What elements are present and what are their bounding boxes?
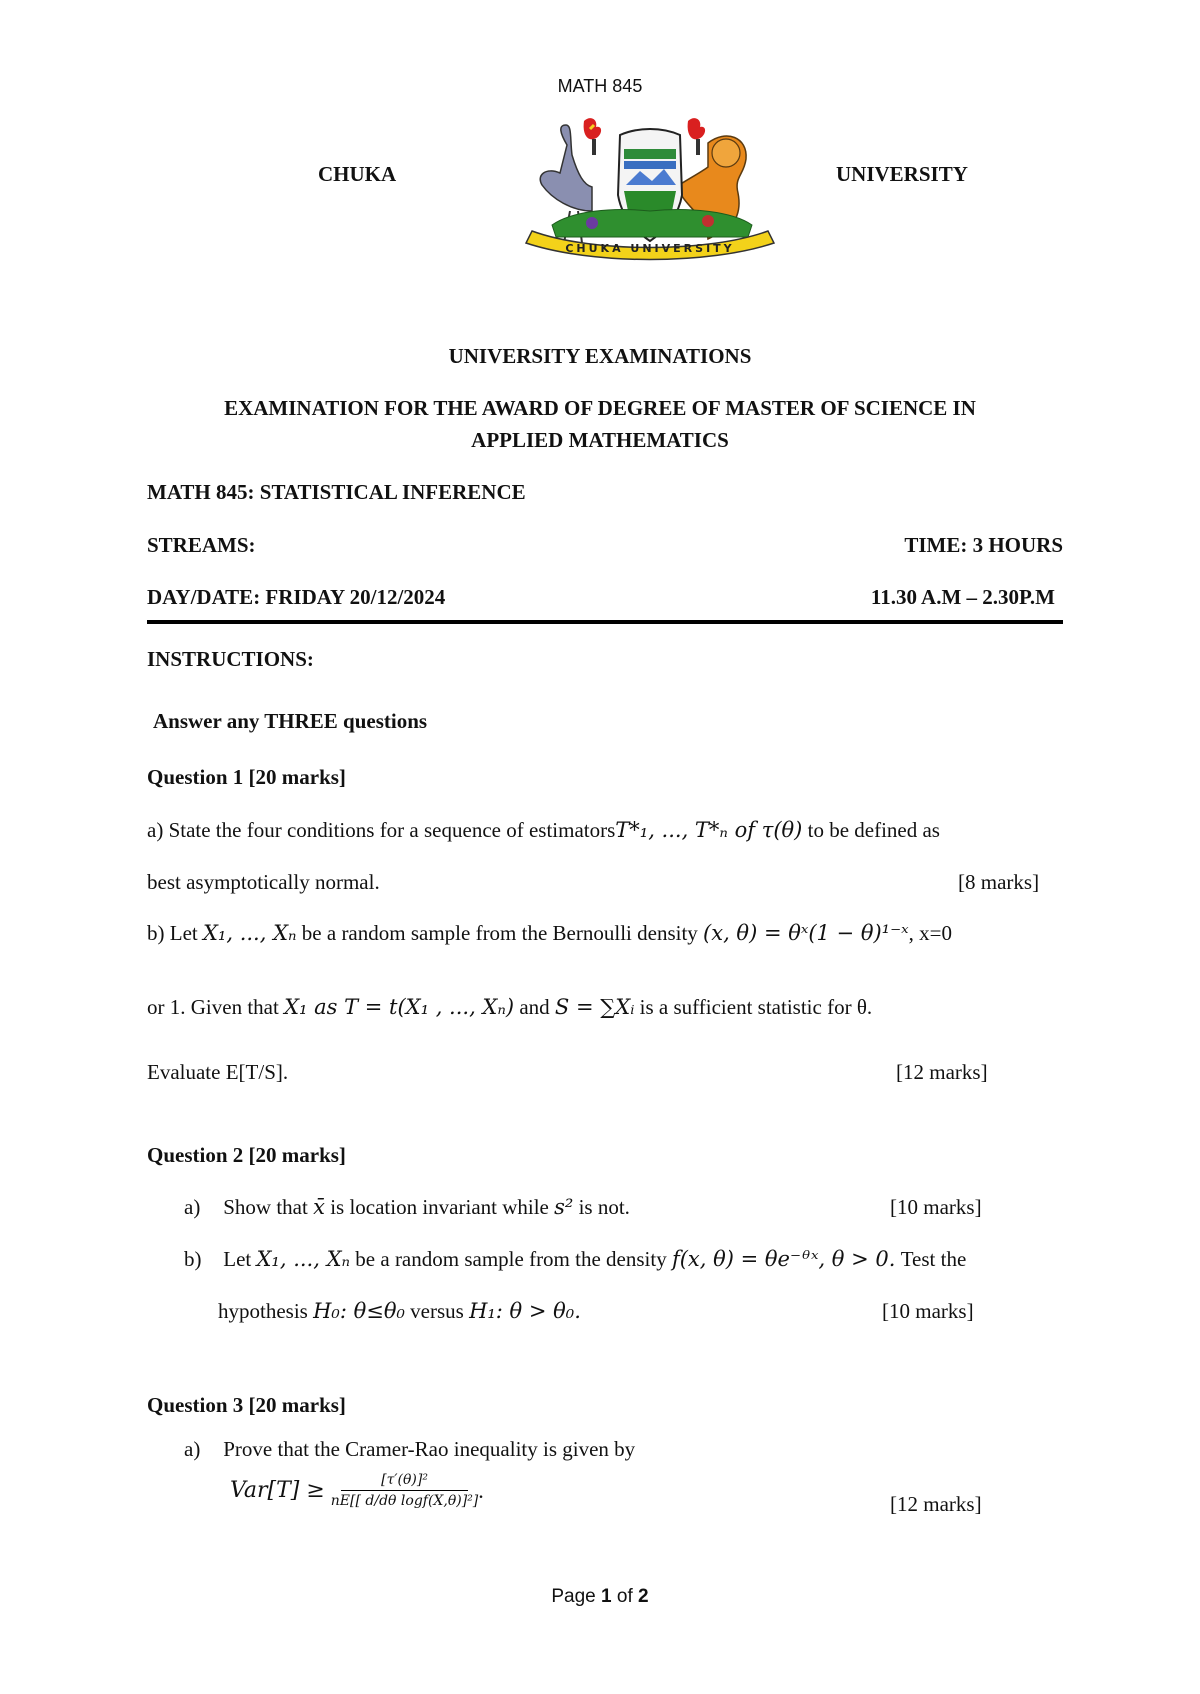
course-title: MATH 845: STATISTICAL INFERENCE xyxy=(147,480,526,504)
q2-b-math2: f(x, θ) = θe⁻ᶿˣ, θ > 0. xyxy=(671,1247,896,1271)
q3-denominator: nE[[ d/dθ logf(X,θ)]²] xyxy=(330,1493,479,1509)
q2-b-marks: [10 marks] xyxy=(882,1299,974,1323)
q3-heading: Question 3 [20 marks] xyxy=(147,1393,346,1417)
header-divider xyxy=(147,620,1063,624)
q1-b-line2 xyxy=(147,995,872,1020)
q2-a-label: a) xyxy=(184,1195,201,1219)
date-label: DAY/DATE: FRIDAY 20/12/2024 xyxy=(147,585,446,609)
course-code-header: MATH 845 xyxy=(557,76,643,96)
award-title-line1: EXAMINATION FOR THE AWARD OF DEGREE OF MASTER OF SCIENCE IN xyxy=(224,396,976,420)
q2-b-math3: H₀: θ≤θ₀ xyxy=(313,1299,405,1323)
instructions-text: Answer any THREE questions xyxy=(153,709,428,733)
instructions-label: INSTRUCTIONS: xyxy=(147,647,314,671)
q1-b-line2a: or 1. Given that xyxy=(147,995,279,1019)
university-logo xyxy=(512,115,788,261)
q1-a-line1 xyxy=(147,818,940,843)
header-right-word: UNIVERSITY xyxy=(836,162,968,186)
q1-b-text1: b) Let xyxy=(147,921,198,945)
award-title-line2: APPLIED MATHEMATICS xyxy=(471,428,729,452)
q2-a-line xyxy=(184,1195,630,1220)
logo-bird xyxy=(540,125,592,211)
q1-a-tail: to be defined as xyxy=(807,818,940,842)
q2-b-text1: Let xyxy=(223,1247,252,1271)
time-label: TIME: 3 HOURS xyxy=(904,533,1063,557)
q1-b-math4: S = ∑Xᵢ xyxy=(554,995,635,1019)
q1-b-line2b: and xyxy=(519,995,550,1019)
q2-a-text2: is location invariant while xyxy=(330,1195,549,1219)
q2-a-math2: s² xyxy=(554,1195,574,1219)
q1-b-text3: , x=0 xyxy=(908,921,952,945)
q1-b-math2: (x, θ) = θˣ(1 − θ)¹⁻ˣ xyxy=(703,921,909,945)
q2-a-text3: is not. xyxy=(578,1195,630,1219)
q3-formula xyxy=(230,1472,484,1509)
q2-b-text2: be a random sample from the density xyxy=(355,1247,667,1271)
date-row xyxy=(147,585,1063,610)
q1-a-marks: [8 marks] xyxy=(958,870,1040,894)
q1-b-marks: [12 marks] xyxy=(896,1060,988,1084)
q1-b-line1 xyxy=(147,921,952,946)
exam-type-title: UNIVERSITY EXAMINATIONS xyxy=(448,344,752,368)
q3-lhs: Var[T] ≥ xyxy=(230,1478,325,1503)
q1-a-text: a) State the four conditions for a sequence of estimators xyxy=(147,818,616,842)
hours-label: 11.30 A.M – 2.30P.M xyxy=(870,585,1055,609)
q2-a-marks: [10 marks] xyxy=(890,1195,982,1219)
q2-b-line1 xyxy=(184,1247,966,1272)
q1-b-math3: X₁ as T = t(X₁ , ..., Xₙ) xyxy=(284,995,515,1019)
q3-a-line xyxy=(184,1437,635,1462)
logo-foliage xyxy=(552,210,752,237)
q3-numerator: [τ′(θ)]² xyxy=(341,1472,468,1491)
q2-a-math1: x̄ xyxy=(313,1195,325,1219)
streams-label: STREAMS: xyxy=(147,533,256,557)
q2-b-line2a: hypothesis xyxy=(218,1299,308,1323)
q2-b-text3: Test the xyxy=(900,1247,967,1271)
q2-b-line2b: versus xyxy=(410,1299,464,1323)
q1-b-math1: X₁, ..., Xₙ xyxy=(202,921,297,945)
q3-a-text: Prove that the Cramer-Rao inequality is given by xyxy=(223,1437,636,1461)
q1-a-line2: best asymptotically normal. xyxy=(147,870,380,894)
page-footer xyxy=(0,1586,1200,1608)
header-left-word: CHUKA xyxy=(318,162,397,186)
q2-b-math4: H₁: θ > θ₀. xyxy=(469,1299,581,1323)
footer-page-num: 1 xyxy=(601,1586,612,1607)
logo-torch-right xyxy=(688,118,705,139)
q1-b-line2c: is a sufficient statistic for θ. xyxy=(639,995,873,1019)
footer-page-total: 2 xyxy=(638,1586,649,1607)
q2-b-math1: X₁, ..., Xₙ xyxy=(256,1247,351,1271)
q3-a-marks: [12 marks] xyxy=(890,1492,982,1516)
q3-fraction xyxy=(331,1472,479,1509)
streams-row xyxy=(147,533,1063,558)
q3-a-label: a) xyxy=(184,1437,201,1461)
q1-heading: Question 1 [20 marks] xyxy=(147,765,346,789)
footer-of-word: of xyxy=(616,1586,633,1607)
q2-b-line2 xyxy=(218,1299,581,1324)
q1-b-text2: be a random sample from the Bernoulli density xyxy=(301,921,698,945)
q2-b-label: b) xyxy=(184,1247,202,1271)
q1-b-line3: Evaluate E[T/S]. xyxy=(147,1060,289,1084)
q1-a-math: T*₁, ..., T*ₙ of τ(θ) xyxy=(615,818,803,842)
q2-a-text1: Show that xyxy=(223,1195,308,1219)
q2-heading: Question 2 [20 marks] xyxy=(147,1143,346,1167)
footer-page-word: Page xyxy=(551,1586,596,1607)
q3-end: . xyxy=(478,1477,484,1503)
svg-text:CHUKA UNIVERSITY: CHUKA UNIVERSITY xyxy=(565,242,735,255)
